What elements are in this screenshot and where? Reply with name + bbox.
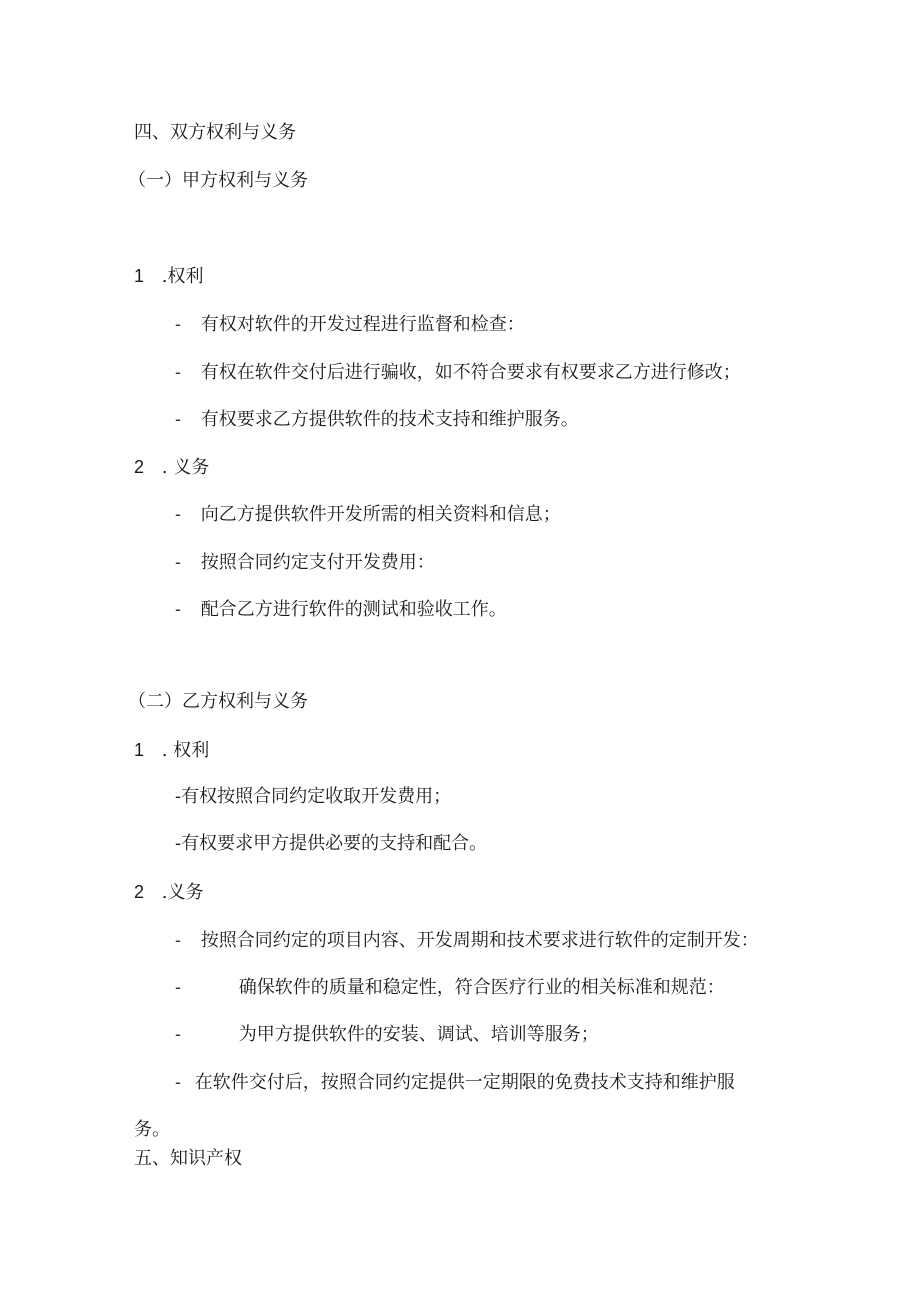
item-label: .权利: [161, 266, 204, 287]
dash-mark: -: [175, 552, 181, 572]
list-item: -有权按照合同约定收取开发费用；: [175, 786, 452, 807]
item-label: . 义务: [161, 457, 210, 478]
party-a-heading: （一）甲方权利与义务: [128, 170, 308, 191]
list-item: - 有权对软件的开发过程进行监督和检查：: [175, 314, 525, 335]
list-item: - 按照合同约定的项目内容、开发周期和技术要求进行软件的定制开发：: [175, 930, 759, 951]
list-item: -有权要求甲方提供必要的支持和配合。: [175, 833, 488, 854]
item-label: . 权利: [161, 740, 210, 761]
dash-mark: -: [175, 1072, 181, 1092]
dash-mark: -: [175, 504, 181, 524]
list-item: - 为甲方提供软件的安装、调试、培训等服务；: [175, 1024, 599, 1045]
item-number: 2: [134, 457, 145, 477]
dash-mark: -: [175, 930, 181, 950]
item-label: .义务: [161, 882, 204, 903]
list-item: - 在软件交付后，按照合同约定提供一定期限的免费技术支持和维护服: [175, 1072, 735, 1093]
section-5-title: 五、知识产权: [134, 1148, 242, 1169]
dash-mark: -: [175, 1024, 181, 1044]
item-number: 1: [134, 740, 145, 760]
dash-mark: -: [175, 409, 181, 429]
dash-mark: -: [175, 314, 181, 334]
list-item: - 按照合同约定支付开发费用：: [175, 552, 435, 573]
list-item: - 有权要求乙方提供软件的技术支持和维护服务。: [175, 409, 579, 430]
dash-mark: -: [175, 977, 181, 997]
list-item-continuation: 务。: [134, 1119, 170, 1140]
dash-mark: -: [175, 362, 181, 382]
party-b-duties-heading: [134, 881, 203, 904]
section-4-title: 四、双方权利与义务: [134, 122, 296, 143]
list-item: - 向乙方提供软件开发所需的相关资料和信息；: [175, 504, 561, 525]
item-number: 2: [134, 882, 145, 902]
party-b-rights-heading: [134, 739, 209, 762]
item-number: 1: [134, 266, 145, 286]
dash-mark: -: [175, 599, 181, 619]
party-a-rights-heading: [134, 265, 203, 288]
list-item: - 确保软件的质量和稳定性，符合医疗行业的相关标准和规范：: [175, 977, 725, 998]
party-a-duties-heading: [134, 456, 209, 479]
list-item: - 有权在软件交付后进行骗收，如不符合要求有权要求乙方进行修改；: [175, 362, 741, 383]
list-item: - 配合乙方进行软件的测试和验收工作。: [175, 599, 507, 620]
party-b-heading: （二）乙方权利与义务: [128, 691, 308, 712]
